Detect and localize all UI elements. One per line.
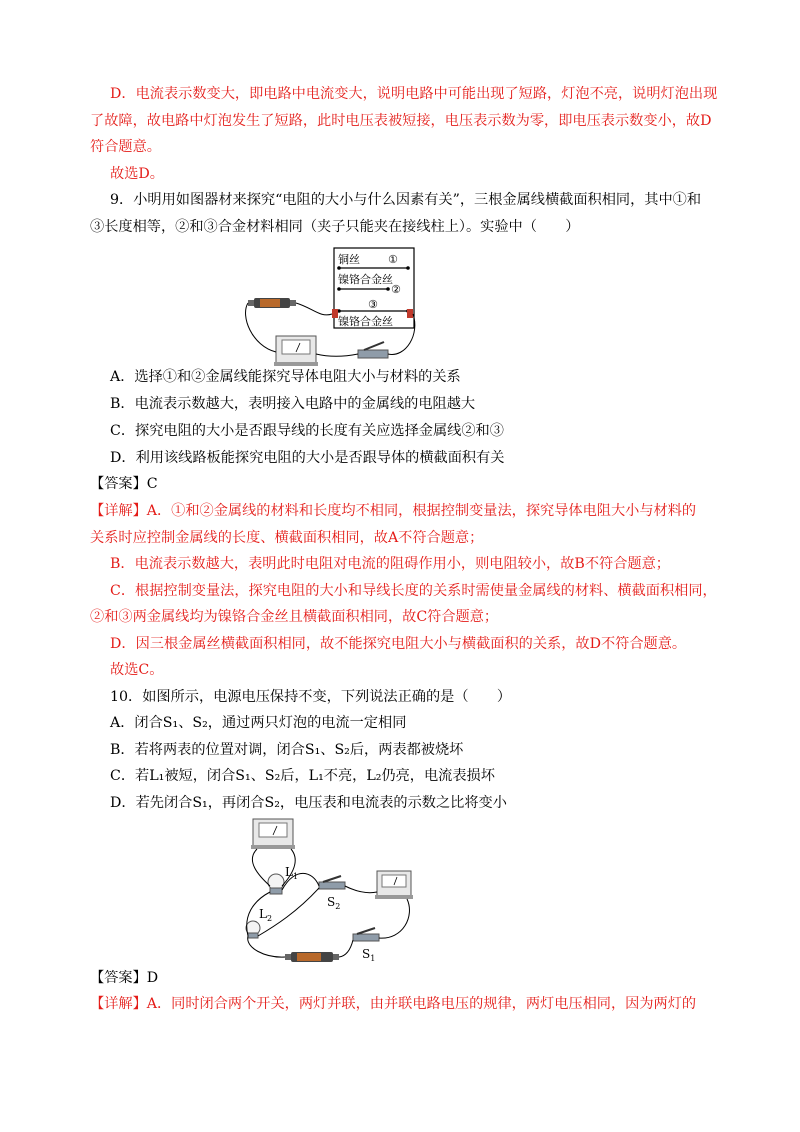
text-line: 符合题意。	[90, 139, 161, 155]
text-line: 故选C。	[110, 662, 164, 678]
wire1-number: ①	[388, 253, 398, 266]
text-line: 【详解】A．同时闭合两个开关，两灯并联，由并联电路电压的规律，两灯电压相同，因为两灯的	[90, 996, 697, 1012]
text-line: C．根据控制变量法，探究电阻的大小和导线长度的关系时需使量金属线的材料、横截面积相同，	[110, 583, 717, 599]
text-line: 关系时应控制金属线的长度、横截面积相同，故A不符合题意；	[90, 530, 484, 546]
left-clip	[332, 309, 338, 318]
text-line: A．闭合S₁、S₂，通过两只灯泡的电流一定相同	[110, 715, 407, 731]
text-line: C．探究电阻的大小是否跟导线的长度有关应选择金属线②和③	[110, 423, 504, 439]
wire3-label: 镍铬合金丝	[338, 315, 393, 328]
switch-s1-icon	[353, 928, 379, 941]
lamp-l2-label: $L_2$	[259, 907, 273, 923]
text-line: ③长度相等，②和③合金材料相同（夹子只能夹在接线柱上）。实验中（ ）	[90, 219, 580, 235]
text-line: 故选D。	[110, 166, 164, 182]
text-line: 【答案】D	[90, 970, 159, 986]
text-line: D．因三根金属丝横截面积相同，故不能探究电阻大小与横截面积的关系，故D不符合题意。	[110, 636, 687, 652]
resistance-circuit-figure	[238, 246, 418, 372]
battery-icon	[248, 298, 296, 308]
wire3-number: ③	[368, 298, 378, 311]
switch-icon	[358, 342, 388, 358]
lamp-l1-icon	[268, 874, 284, 894]
text-line: 了故障，故电路中灯泡发生了短路，此时电压表被短接，电压表示数为零，即电压表示数变小，故D	[90, 113, 712, 129]
text-line: ②和③两金属线均为镍铬合金丝且横截面积相同，故C符合题意；	[90, 609, 499, 625]
text-line: D．利用该线路板能探究电阻的大小是否跟导体的横截面积有关	[110, 450, 505, 466]
text-line: D．电流表示数变大，即电路中电流变大，说明电路中可能出现了短路，灯泡不亮，说明灯泡出现	[110, 86, 718, 102]
text-line: C．若L₁被短，闭合S₁、S₂后，L₁不亮，L₂仍亮，电流表损坏	[110, 768, 495, 784]
text-line: 【答案】C	[90, 476, 158, 492]
text-line: 9．小明用如图器材来探究“电阻的大小与什么因素有关”，三根金属线横截面积相同，其中①和	[110, 192, 702, 208]
right-clip	[407, 309, 413, 318]
ammeter-icon	[274, 336, 318, 366]
text-line: A．选择①和②金属线能探究导体电阻大小与材料的关系	[110, 369, 461, 385]
text-line: B．电流表示数越大，表明接入电路中的金属线的电阻越大	[110, 396, 476, 412]
wire2-number: ②	[391, 283, 401, 296]
lamp-l1-label: $L_1$	[285, 865, 299, 881]
switch-s2-icon	[319, 876, 345, 889]
battery-icon	[285, 952, 339, 962]
voltmeter-icon	[251, 819, 295, 849]
wire1-label: 铜丝	[338, 253, 360, 266]
text-line: 10．如图所示，电源电压保持不变，下列说法正确的是（ ）	[110, 689, 512, 705]
text-line: B．若将两表的位置对调，闭合S₁、S₂后，两表都被烧坏	[110, 742, 464, 758]
parallel-circuit-figure	[235, 816, 415, 968]
switch-s2-label: $S_2$	[327, 895, 341, 911]
ammeter-icon	[375, 871, 413, 899]
text-line: D．若先闭合S₁，再闭合S₂，电压表和电流表的示数之比将变小	[110, 795, 507, 811]
wire2-label: 镍铬合金丝	[338, 273, 393, 286]
switch-s1-label: $S_1$	[362, 947, 376, 963]
text-line: B．电流表示数越大，表明此时电阻对电流的阻碍作用小，则电阻较小，故B不符合题意；	[110, 556, 670, 572]
text-line: 【详解】A．①和②金属线的材料和长度均不相同，根据控制变量法，探究导体电阻大小与材料的	[90, 503, 697, 519]
